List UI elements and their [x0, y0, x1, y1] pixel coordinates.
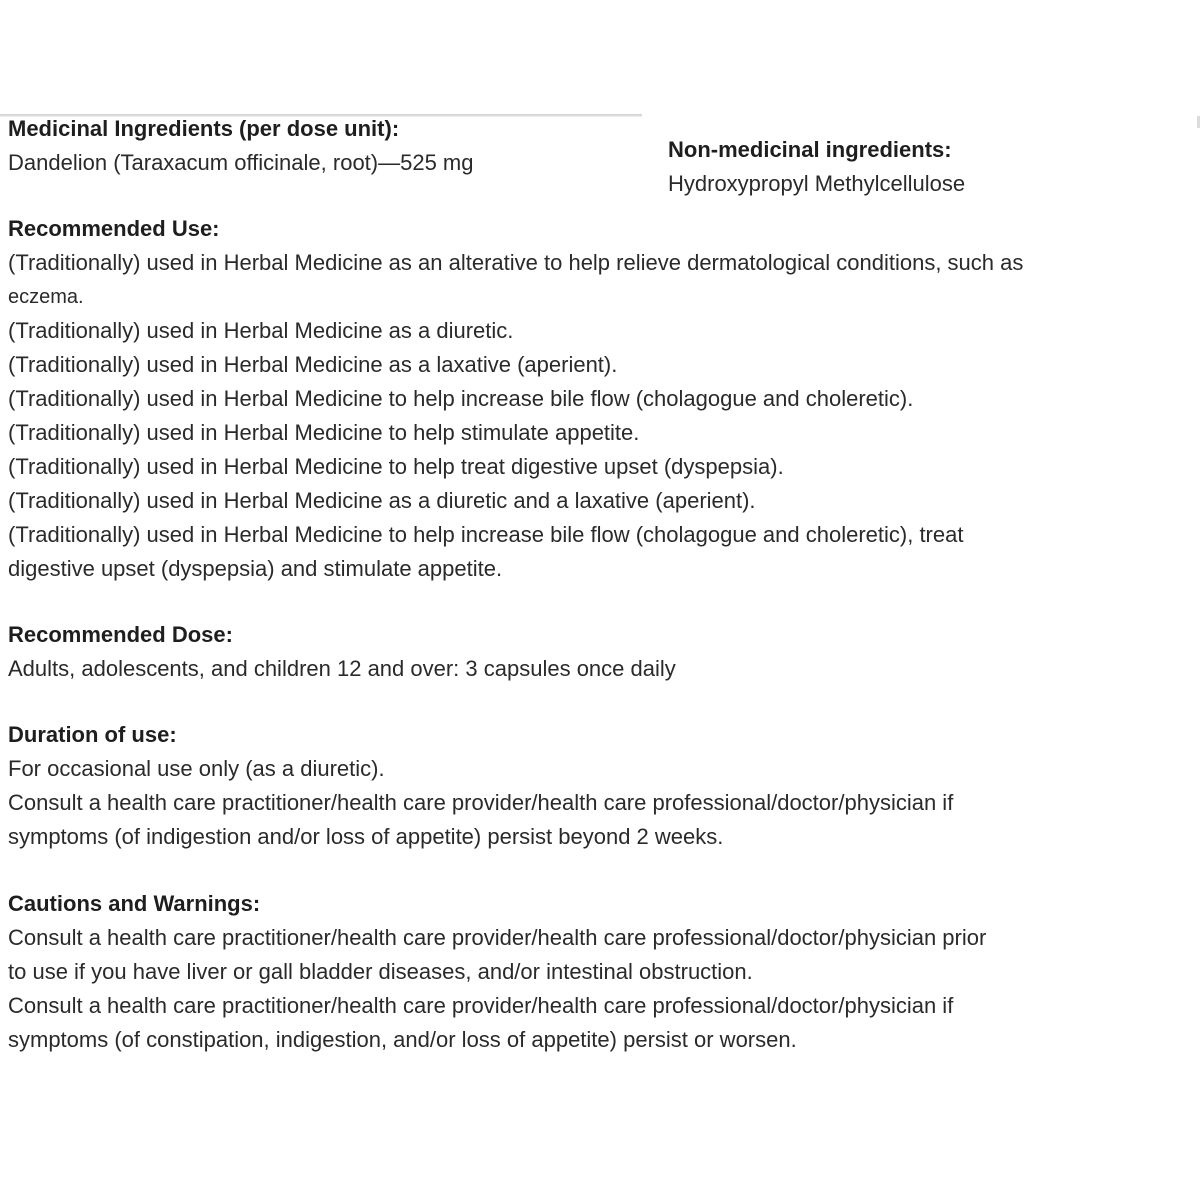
cautions-and-warnings-heading: Cautions and Warnings: [8, 891, 261, 916]
non-medicinal-ingredients-heading: Non-medicinal ingredients: [668, 137, 952, 162]
duration-of-use-heading: Duration of use: [8, 722, 177, 747]
recommended-use-line: (Traditionally) used in Herbal Medicine as a diuretic. [8, 318, 514, 343]
recommended-use-line: (Traditionally) used in Herbal Medicine as a diuretic and a laxative (aperient). [8, 488, 756, 513]
recommended-use-line: (Traditionally) used in Herbal Medicine to help stimulate appetite. [8, 420, 640, 445]
non-medicinal-ingredients-section [668, 133, 965, 201]
medicinal-ingredients-section [8, 112, 474, 180]
recommended-use-section [8, 212, 1023, 586]
recommended-use-line: (Traditionally) used in Herbal Medicine as a laxative (aperient). [8, 352, 618, 377]
recommended-use-line: (Traditionally) used in Herbal Medicine to help increase bile flow (cholagogue and choleretic), treat [8, 522, 964, 547]
recommended-use-line: (Traditionally) used in Herbal Medicine to help increase bile flow (cholagogue and choleretic). [8, 386, 914, 411]
recommended-use-line: eczema. [8, 286, 84, 308]
cautions-line: Consult a health care practitioner/health care provider/health care professional/doctor/physician prior [8, 925, 987, 950]
cautions-line: to use if you have liver or gall bladder diseases, and/or intestinal obstruction. [8, 959, 753, 984]
duration-of-use-section [8, 718, 953, 854]
recommended-dose-line: Adults, adolescents, and children 12 and over: 3 capsules once daily [8, 656, 676, 681]
recommended-use-line: (Traditionally) used in Herbal Medicine to help treat digestive upset (dyspepsia). [8, 454, 784, 479]
duration-line: For occasional use only (as a diuretic). [8, 756, 385, 781]
cautions-and-warnings-section [8, 887, 986, 1057]
medicinal-ingredients-heading: Medicinal Ingredients (per dose unit): [8, 116, 400, 141]
cautions-line: Consult a health care practitioner/health care provider/health care professional/doctor/physician if [8, 993, 954, 1018]
duration-line: symptoms (of indigestion and/or loss of appetite) persist beyond 2 weeks. [8, 824, 724, 849]
recommended-dose-section [8, 618, 676, 686]
duration-line: Consult a health care practitioner/health care provider/health care professional/doctor/physician if [8, 790, 954, 815]
recommended-dose-heading: Recommended Dose: [8, 622, 233, 647]
cautions-line: symptoms (of constipation, indigestion, and/or loss of appetite) persist or worsen. [8, 1027, 797, 1052]
medicinal-ingredient-line: Dandelion (Taraxacum officinale, root)—525 mg [8, 150, 474, 175]
recommended-use-heading: Recommended Use: [8, 216, 220, 241]
recommended-use-line: (Traditionally) used in Herbal Medicine as an alterative to help relieve dermatological conditions, such as [8, 250, 1024, 275]
recommended-use-line: digestive upset (dyspepsia) and stimulate appetite. [8, 556, 503, 581]
non-medicinal-ingredient-line: Hydroxypropyl Methylcellulose [668, 171, 966, 196]
